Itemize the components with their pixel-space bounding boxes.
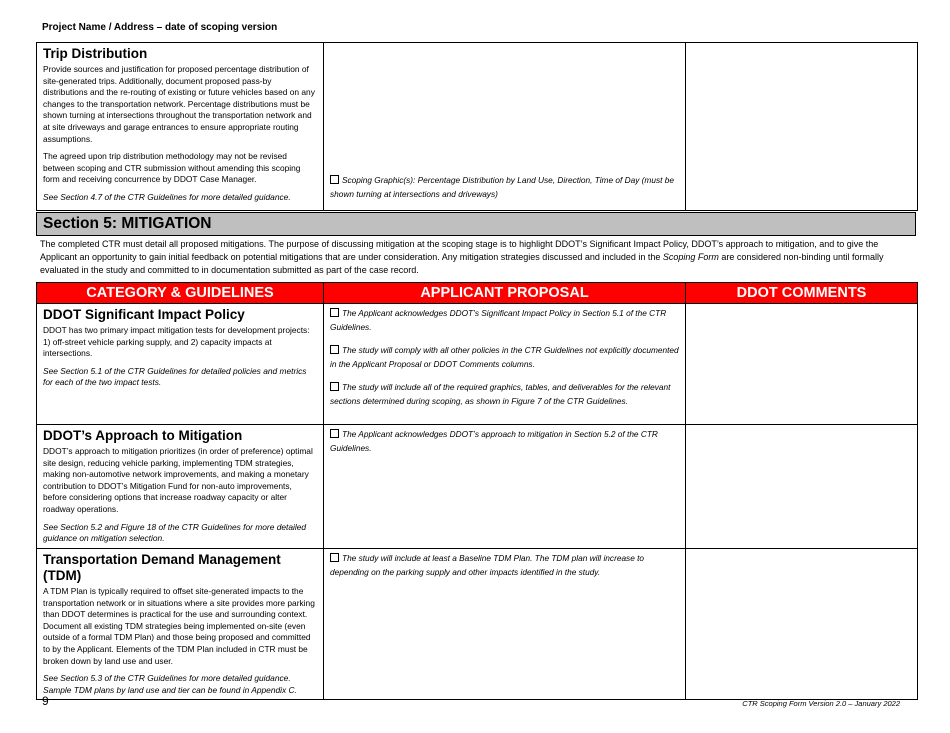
- column-header-proposal: APPLICANT PROPOSAL: [324, 283, 686, 304]
- row-paragraph-1: A TDM Plan is typically required to offset site-generated impacts to the transportation network or in situations where a site provides more parking than DDOT determines is practical for the use and surrounding context. Document all existing TDM strategies being implemented on-site (even outside of a formal TDM Plan) and those being proposed and committed to by the Applicant. Elements of the TDM Plan included in CTR must be broken down by land use and user.: [43, 586, 315, 666]
- category-cell: [37, 304, 324, 425]
- column-header-category: CATEGORY & GUIDELINES: [37, 283, 324, 304]
- proposal-option: [330, 307, 679, 334]
- mitigation-table: [36, 282, 918, 700]
- row-paragraph-1: DDOT’s approach to mitigation prioritizes (in order of preference) optimal site design, reducing vehicle parking, implementing TDM strategies, making non-automotive network improvements, and making a monetary contribution to DDOT’s Mitigation Fund for non-auto improvements, before considering options that increase roadway capacity or alter roadway operations.: [43, 446, 313, 514]
- trip-proposal-cell: [324, 43, 686, 211]
- comments-cell[interactable]: [686, 549, 918, 700]
- row-paragraph-1: DDOT has two primary impact mitigation tests for development projects: 1) off-street vehicle parking supply, and 2) capacity impacts at intersections.: [43, 325, 310, 359]
- proposal-cell: [324, 549, 686, 700]
- trip-category-cell: [37, 43, 324, 211]
- trip-option: [330, 174, 679, 201]
- option-text: The Applicant acknowledges DDOT’s Significant Impact Policy in Section 5.1 of the CTR Guidelines.: [330, 308, 667, 332]
- comments-cell[interactable]: [686, 304, 918, 425]
- trip-option-text: Scoping Graphic(s): Percentage Distribution by Land Use, Direction, Time of Day (must be shown turning at intersections and driveways): [330, 175, 674, 199]
- checkbox[interactable]: [330, 308, 339, 317]
- checkbox[interactable]: [330, 175, 339, 184]
- intro-text-emphasis: Scoping Form: [662, 252, 719, 262]
- trip-guidance: See Section 4.7 of the CTR Guidelines for more detailed guidance.: [43, 191, 291, 202]
- trip-paragraph-1: Provide sources and justification for proposed percentage distribution of site-generated trips. Additionally, document proposed pass-by distributions and the re-routing of existing or future vehicles based on any changes to the transportation network. Percentage distributions must be shown turning at intersections throughout the transportation network and at site driveways and garage entrances to ensure appropriate routing assumptions.: [43, 64, 315, 144]
- proposal-cell: [324, 425, 686, 549]
- row-guidance: See Section 5.3 of the CTR Guidelines for more detailed guidance. Sample TDM plans by land use and tier can be found in Appendix C.: [43, 673, 297, 695]
- row-heading: Transportation Demand Management (TDM): [43, 552, 281, 583]
- proposal-option: [330, 552, 679, 579]
- checkbox[interactable]: [330, 382, 339, 391]
- option-text: The Applicant acknowledges DDOT’s approach to mitigation in Section 5.2 of the CTR Guidelines.: [330, 429, 658, 453]
- proposal-cell: [324, 304, 686, 425]
- table-row: [37, 549, 918, 700]
- row-heading: DDOT Significant Impact Policy: [43, 307, 245, 322]
- comments-cell[interactable]: [686, 425, 918, 549]
- column-header-row: [37, 283, 918, 304]
- page-number: 9: [42, 694, 49, 708]
- form-version: CTR Scoping Form Version 2.0 – January 2022: [742, 699, 900, 708]
- checkbox[interactable]: [330, 429, 339, 438]
- table-row: [37, 425, 918, 549]
- option-text: The study will include all of the required graphics, tables, and deliverables for the relevant sections determined during scoping, as shown in Figure 7 of the CTR Guidelines.: [330, 382, 671, 406]
- trip-heading: Trip Distribution: [43, 46, 148, 61]
- section-5-title: Section 5: MITIGATION: [36, 212, 916, 236]
- category-cell: [37, 425, 324, 549]
- checkbox[interactable]: [330, 553, 339, 562]
- page-header-title: Project Name / Address – date of scoping version: [42, 22, 278, 33]
- row-heading: DDOT’s Approach to Mitigation: [43, 428, 243, 443]
- row-guidance: See Section 5.1 of the CTR Guidelines for detailed policies and metrics for each of the two impact tests.: [43, 365, 307, 388]
- trip-paragraph-2: The agreed upon trip distribution methodology may not be revised between scoping and CTR submission without amending this scoping form and receiving concurrence by DDOT Case Manager.: [43, 151, 301, 185]
- category-cell: [37, 549, 324, 700]
- trip-comments-cell[interactable]: [686, 43, 918, 211]
- intro-text-b: are considered non-binding until formally evaluated in the study and committed to in documentation submitted as part of the case record.: [40, 252, 884, 275]
- proposal-option: [330, 381, 679, 408]
- trip-distribution-table: [36, 42, 918, 211]
- row-guidance: See Section 5.2 and Figure 18 of the CTR Guidelines for more detailed guidance on mitigation selection.: [43, 521, 307, 544]
- table-row: [37, 304, 918, 425]
- option-text: The study will include at least a Baseline TDM Plan. The TDM plan will increase to depending on the parking supply and other impacts identified in the study.: [330, 553, 645, 577]
- proposal-option: [330, 344, 679, 371]
- option-text: The study will comply with all other policies in the CTR Guidelines not explicitly documented in the Applicant Proposal or DDOT Comments columns.: [330, 345, 679, 369]
- section-5-intro: [40, 238, 912, 277]
- column-header-comments: DDOT COMMENTS: [686, 283, 918, 304]
- checkbox[interactable]: [330, 345, 339, 354]
- intro-text-a: The completed CTR must detail all proposed mitigations. The purpose of discussing mitigation at the scoping stage is to highlight DDOT’s Significant Impact Policy, DDOT’s approach to mitigation, and to give the Applicant an opportunity to gain initial feedback on potential mitigations that are under consideration. Any mitigation strategies discussed and included in the: [40, 239, 879, 262]
- proposal-option: [330, 428, 679, 455]
